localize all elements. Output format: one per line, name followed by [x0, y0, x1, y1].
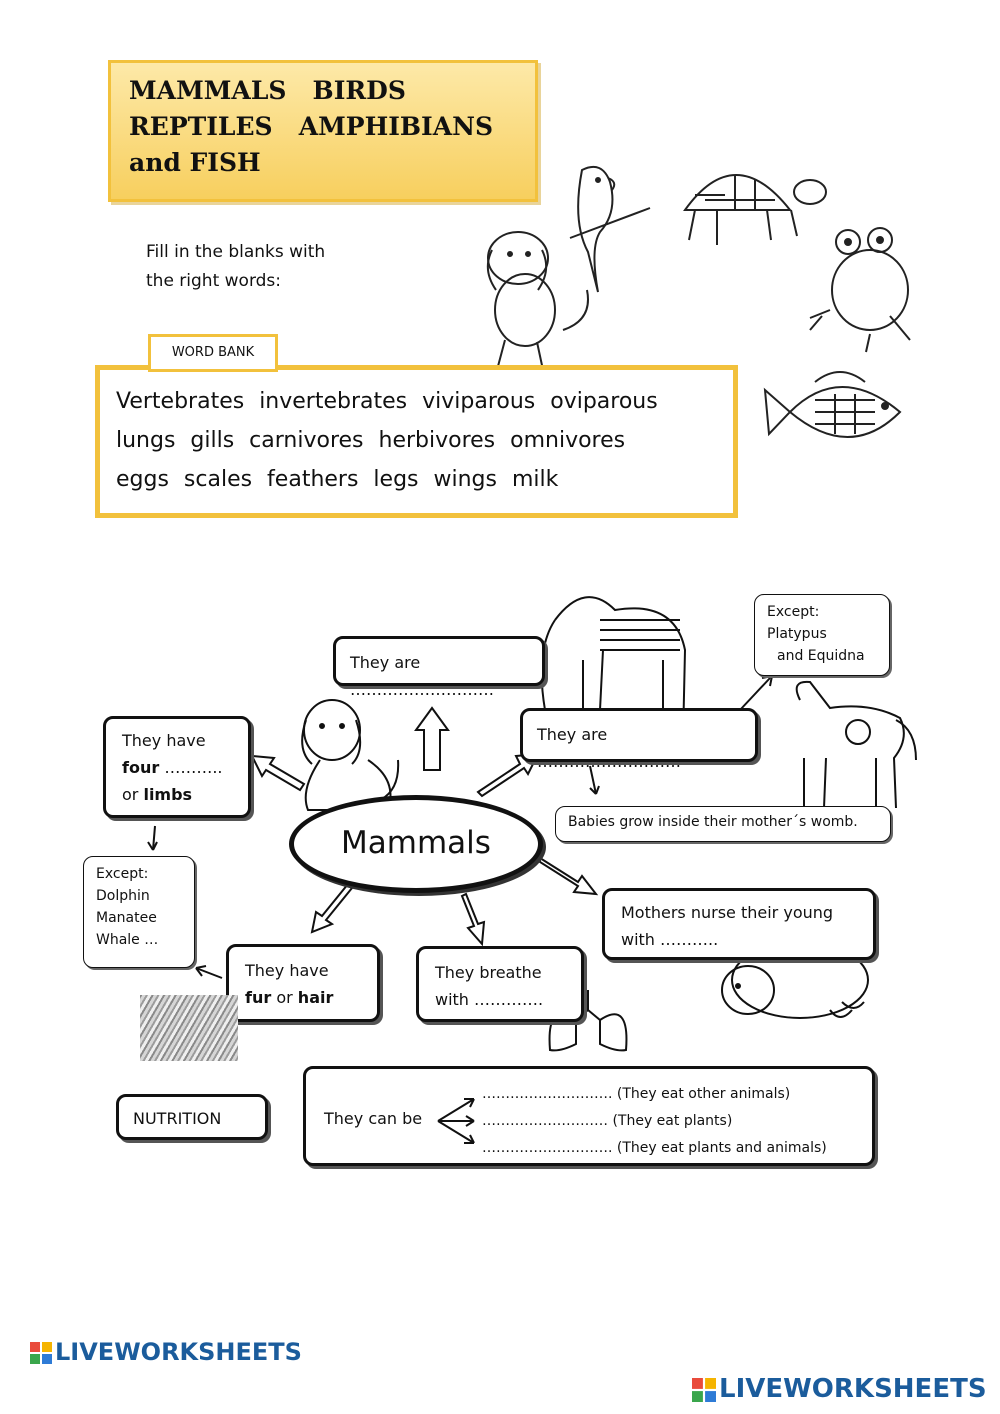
- arrow-down-right-icon: [540, 858, 596, 894]
- except-platypus-line-3: and Equidna: [777, 648, 865, 664]
- nurse-box: [602, 888, 876, 960]
- mammals-center: Mammals: [289, 795, 543, 893]
- liveworksheets-logo-icon: [30, 1342, 52, 1364]
- arrow-down-left-icon: [312, 884, 352, 932]
- legs-blank: ………..: [159, 758, 223, 777]
- instructions-line-2: the right words:: [146, 271, 282, 291]
- liveworksheets-logo-icon: [692, 1378, 716, 1402]
- fur-line-2: [245, 984, 361, 1011]
- frog-icon: [810, 228, 910, 352]
- arrow-up-icon: [416, 708, 448, 770]
- nutrition-option-1: ………………………. (They eat other animals): [482, 1086, 791, 1102]
- they-are-right-text: They are ………………………: [537, 725, 681, 771]
- title-line-1: MAMMALS BIRDS: [129, 76, 406, 105]
- footer-brand-left-text: LIVEWORKSHEETS: [55, 1338, 302, 1366]
- parrot-icon: [570, 167, 650, 292]
- nurse-line-1: Mothers nurse their young: [621, 903, 834, 922]
- nutrition-label-box: [116, 1094, 268, 1140]
- legs-line-3: [122, 781, 232, 808]
- arrow-down-icon: [462, 894, 484, 944]
- footer-brand-right-text: LIVEWORKSHEETS: [719, 1374, 987, 1404]
- they-are-top-box: [333, 636, 545, 699]
- dog-icon: [302, 700, 398, 810]
- nutrition-option-3: ………………………. (They eat plants and animals): [482, 1140, 827, 1156]
- word-bank-row-1: Vertebrates invertebrates viviparous oviparous: [116, 389, 658, 414]
- except-dolphin-line-1: Except:: [96, 866, 149, 882]
- except-dolphin-line-2: Dolphin: [96, 888, 150, 904]
- word-bank-box: [95, 365, 738, 518]
- breathe-line-1: They breathe: [435, 963, 542, 982]
- except-dolphin-line-4: Whale …: [96, 932, 159, 948]
- nutrition-branch-arrows-icon: [434, 1091, 484, 1151]
- legs-bold-limbs: limbs: [143, 785, 193, 804]
- fur-image: [140, 995, 238, 1061]
- nutrition-box: [303, 1066, 875, 1166]
- horse-icon: [797, 682, 916, 808]
- arrow-left-icon: [252, 756, 304, 790]
- word-bank-row-2: lungs gills carnivores herbivores omnivores: [116, 428, 626, 453]
- legs-bold-four: four: [122, 758, 160, 777]
- word-bank-label: WORD BANK: [148, 334, 278, 372]
- turtle-icon: [685, 175, 826, 245]
- except-platypus-line-2: Platypus: [767, 626, 827, 642]
- except-dolphin-line-3: Manatee: [96, 910, 157, 926]
- title-line-3: and FISH: [129, 148, 261, 177]
- babies-text: Babies grow inside their mother´s womb.: [568, 814, 858, 830]
- puppy-icon: [488, 232, 588, 370]
- thin-arrow-1-icon: [740, 678, 770, 710]
- except-platypus-box: [754, 594, 890, 676]
- nurse-line-2: with ………..: [621, 930, 719, 949]
- except-platypus-line-1: Except:: [767, 604, 820, 620]
- title-line-2: REPTILES AMPHIBIANS: [129, 112, 494, 141]
- nutrition-label: NUTRITION: [133, 1109, 222, 1128]
- fur-line-1: They have: [245, 961, 329, 980]
- legs-or: or: [122, 785, 144, 804]
- breathe-line-2: with ………….: [435, 990, 544, 1009]
- legs-box: [103, 716, 251, 818]
- word-bank-row-3: eggs scales feathers legs wings milk: [116, 467, 559, 492]
- they-are-right-box: [520, 708, 758, 771]
- breathe-box: [416, 946, 584, 1022]
- footer-brand-right: [692, 1374, 987, 1404]
- fish-icon: [765, 372, 900, 437]
- they-are-top-text: They are ………………………: [350, 653, 494, 699]
- instructions-line-1: Fill in the blanks with: [146, 242, 326, 262]
- babies-box: [555, 806, 891, 842]
- legs-line-2: [122, 754, 232, 781]
- fur-or: or: [271, 988, 298, 1007]
- legs-line-1: They have: [122, 731, 206, 750]
- nutrition-option-2: ……………………… (They eat plants): [482, 1113, 733, 1129]
- nutrition-can-be: They can be: [324, 1109, 423, 1128]
- fur-bold-fur: fur: [245, 988, 272, 1007]
- footer-brand-left: [30, 1338, 302, 1366]
- fur-box: [226, 944, 380, 1022]
- except-dolphin-box: [83, 856, 195, 968]
- fur-bold-hair: hair: [297, 988, 334, 1007]
- instructions: [146, 238, 406, 296]
